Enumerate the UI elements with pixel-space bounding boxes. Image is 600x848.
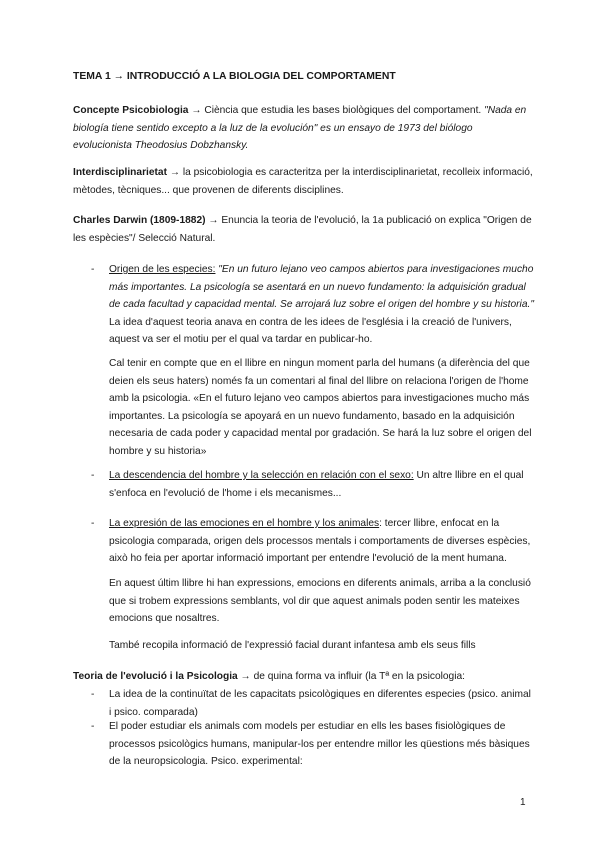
teoria-term: Teoria de l'evolució i la Psicologia <box>73 671 238 682</box>
darwin-paragraph <box>73 212 533 247</box>
teoria-paragraph <box>73 668 533 686</box>
origen-title: Origen de les especies: <box>109 264 216 275</box>
descendencia-title: La descendencia del hombre y la selección en relación con el sexo: <box>109 470 414 481</box>
bullet-dash: - <box>91 518 95 529</box>
origen-quote: "En un futuro lejano veo campos abiertos para investigaciones mucho más importantes. La psicología se asentará en un nuevo fundamento: la adquisición gradual de cada facultad y capacidad mental. Se arrojará luz sobre el origen del hombre y su historia." <box>109 264 534 310</box>
list-item-dash: - <box>91 721 95 732</box>
concepte-quote: "Nada en biología tiene sentido excepto a la luz de la evolución" es un ensayo de 1973 del biólogo evolucionista Theodosius Dobzhansky. <box>73 105 527 151</box>
bullet-descendencia <box>109 467 534 502</box>
expresion-paragraph-2: En aquest últim llibre hi han expressions, emocions en diferents animals, arriba a la conclusió que si trobem expressions semblants, vol dir que aquest animals poden sentir les mateixes emocions que nosaltres. <box>109 578 531 624</box>
bullet-origen <box>109 261 534 349</box>
interdisciplinarietat-paragraph <box>73 164 533 199</box>
teoria-text: → de quina forma va influir (la Tª en la psicologia: <box>237 671 465 682</box>
interdisciplinarietat-term: Interdisciplinarietat <box>73 167 167 178</box>
teoria-item-2: El poder estudiar els animals com models per estudiar en ells les bases fisiològiques de processos psicològics humans, manipular-los per entendre millor les qüestions més bàsiques de la neuropsicologia. Psico. experimental: <box>109 721 530 767</box>
expresion-paragraph-3: També recopila informació de l'expressió facial durant infantesa amb els seus fills <box>109 640 476 651</box>
list-item-dash: - <box>91 689 95 700</box>
expresion-text: : tercer llibre, enfocat en la psicologia comparada, origen dels processos mentals i comportaments de diverses espècies, això ho feia per aportar informació important per entendre l'evolució de la ment humana. <box>109 518 531 564</box>
expresion-title: La expresión de las emociones en el hombre y los animales <box>109 518 380 529</box>
origen-paragraph-2: Cal tenir en compte que en el llibre en ningun moment parla del humans (a diferència del que deien els seus haters) només fa un comentari al final del llibre on relaciona l'origen de l'home amb la psicologia. «En el futuro lejano veo campos abiertos para investigaciones mucho más importantes. La psicología se apoyará en un nuevo fundamento, basado en la adquisición necesaria de cada poder y capacidad mental por gradación. Se hará la luz sobre el origen del hombre y su historia» <box>109 358 532 457</box>
descendencia-text: Un altre llibre en el qual s'enfoca en l'evolució de l'home i els mecanismes... <box>109 470 524 499</box>
concepte-text: → Ciència que estudia les bases biològiques del comportament. <box>188 105 485 116</box>
origen-text: La idea d'aquest teoria anava en contra de les idees de l'església i la creació de l'univers, aquest va ser el motiu per el qual va tardar en publicar-ho. <box>109 316 512 345</box>
interdisciplinarietat-text: → la psicobiologia es caracteritza per la interdisciplinarietat, recolleix informació, mètodes, tècniques... que provenen de diferents disciplines. <box>73 167 533 196</box>
bullet-dash: - <box>91 470 95 481</box>
bullet-dash: - <box>91 264 95 275</box>
concepte-paragraph <box>73 102 533 155</box>
concepte-term: Concepte Psicobiologia <box>73 105 189 116</box>
page-number: 1 <box>520 797 526 808</box>
bullet-expresion <box>109 515 534 568</box>
teoria-item-1: La idea de la continuïtat de les capacitats psicològiques en diferentes especies (psico. animal i psico. comparada) <box>109 689 531 718</box>
darwin-text: → Enuncia la teoria de l'evolució, la 1a publicació on explica "Origen de les espècies"/ Selecció Natural. <box>73 215 532 244</box>
darwin-term: Charles Darwin (1809-1882) <box>73 215 206 226</box>
page-title: TEMA 1 → INTRODUCCIÓ A LA BIOLOGIA DEL COMPORTAMENT <box>73 71 396 82</box>
